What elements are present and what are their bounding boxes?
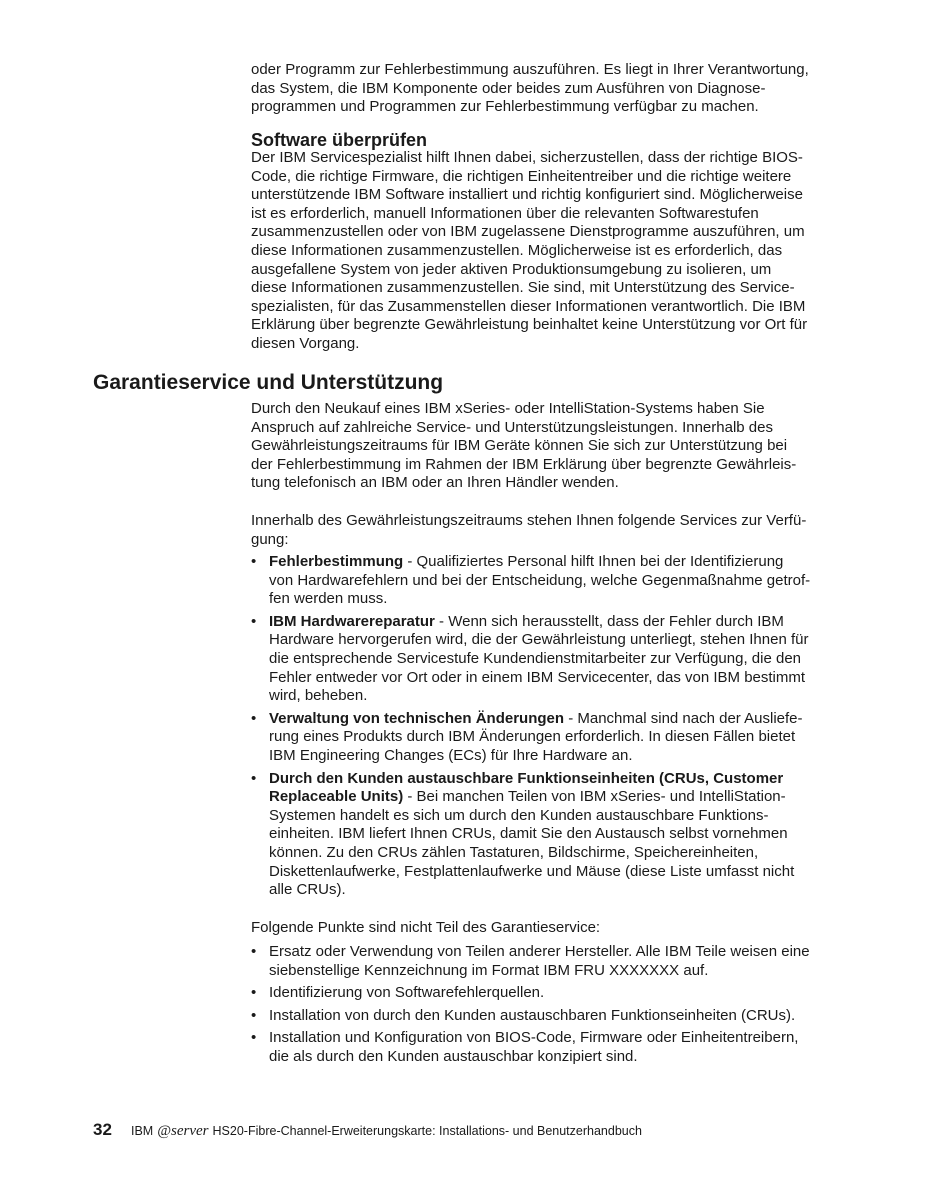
software-paragraph: Der IBM Servicespezialist hilft Ihnen dabei, sicherzustellen, dass der richtige BIOS- Code, die richtige Firmware, die richtigen Einheitentreiber und die richtige weitere unterstützende IBM Software installiert und richtig konfiguriert sind. Möglicherweise ist es erforderlich, manuell Informationen über die relevanten Softwarestufen zusammenzustellen oder von IBM zugelassene Dienstprogramme auszuführen, um diese Informationen zusammenzustellen. Möglicherweise ist es erforderlich, das ausgefallene System von jeder aktiven Produktionsumgebung zu isolieren, um diese Informationen zusammenzustellen. Sie sind, mit Unterstützung des Service- spezialisten, für das Zusammenstellen dieser Informationen verantwortlich. Die IBM Erklärung über begrenzte Gewährleistung beinhaltet keine Unterstützung vor Ort für diesen Vorgang.: [251, 149, 808, 352]
list-item: [251, 613, 851, 706]
eserver-logo-icon: @server: [157, 1123, 209, 1139]
page-footer: [93, 1120, 642, 1144]
list-item: [251, 770, 851, 900]
section-heading-software: Software überprüfen: [251, 130, 428, 150]
service-desc: - Manchmal sind nach der Ausliefe- rung eines Produkts durch IBM Änderungen erforderlich. In diesen Fällen bietet IBM Engineering Changes (ECs) für Ihre Hardware an.: [269, 709, 803, 764]
service-desc: - Bei manchen Teilen von IBM xSeries- und IntelliStation- Systemen handelt es sich um durch den Kunden austauschbare Funktions- einheiten. IBM liefert Ihnen CRUs, damit Sie den Austausch selbst vornehmen können. Zu den CRUs zählen Tastaturen, Bildschirme, Speichereinheiten, Diskettenlaufwerke, Festplattenlaufwerke und Mäuse (diese Liste umfasst nicht alle CRUs).: [269, 788, 795, 899]
bullet-icon: •: [251, 984, 257, 1002]
exclusion-text: Installation von durch den Kunden austauschbaren Funktionseinheiten (CRUs).: [269, 1006, 796, 1024]
list-item: [251, 710, 851, 766]
bullet-icon: •: [251, 1006, 257, 1024]
list-item: [251, 1029, 851, 1066]
service-desc: - Qualifiziertes Personal hilft Ihnen bei der Identifizierung von Hardwarefehlern und bei der Entscheidung, welche Gegenmaßnahme getrof- fen werden muss.: [269, 553, 811, 608]
bullet-icon: •: [251, 709, 257, 727]
bullet-icon: •: [251, 943, 257, 960]
exclusions-list: [251, 943, 851, 1071]
service-term: Fehlerbestimmung: [269, 553, 404, 570]
list-item: [251, 943, 851, 980]
intro-paragraph: oder Programm zur Fehlerbestimmung auszuführen. Es liegt in Ihrer Verantwortung, das System, die IBM Komponente oder beides zum Ausführen von Diagnose- programmen und Programmen zur Fehlerbestimmung verfügbar zu machen.: [251, 61, 809, 116]
bullet-icon: •: [251, 769, 257, 787]
services-list: [251, 553, 851, 904]
list-item: [251, 984, 851, 1003]
service-term: IBM Hardwarereparatur: [269, 612, 435, 630]
section-heading-warranty: Garantieservice und Unterstützung: [93, 371, 444, 394]
service-desc: - Wenn sich herausstellt, dass der Fehler durch IBM Hardware hervorgerufen wird, die der Gewährleistung unterliegt, stehen Ihnen für die entsprechende Servicestufe Kundendienstmitarbeiter zur Verfügung, die den Fehler entweder vor Ort oder in einem IBM Servicecenter, das von IBM bestimmt wird, beheben.: [269, 612, 809, 705]
warranty-paragraph-3: Folgende Punkte sind nicht Teil des Garantieservice:: [251, 919, 601, 936]
warranty-paragraph-1: Durch den Neukauf eines IBM xSeries- oder IntelliStation-Systems haben Sie Anspruch auf zahlreiche Service- und Unterstützungsleistungen. Innerhalb des Gewährleistungszeitraums für IBM Geräte können Sie sich zur Unterstützung bei der Fehlerbestimmung im Rahmen der IBM Erklärung über begrenzte Gewährleis- tung telefonisch an IBM oder an Ihren Händler wenden.: [251, 400, 797, 492]
service-term: Verwaltung von technischen Änderungen: [269, 709, 565, 727]
exclusion-text: Identifizierung von Softwarefehlerquellen.: [269, 984, 545, 1002]
bullet-icon: •: [251, 612, 257, 630]
service-term: Durch den Kunden austauschbare Funktionseinheiten (CRUs, Customer Replaceable Units): [269, 769, 784, 806]
exclusion-text: Installation und Konfiguration von BIOS-Code, Firmware oder Einheitentreibern, die als durch den Kunden austauschbar konzipiert sind.: [269, 1029, 799, 1065]
footer-brand: IBM: [131, 1124, 154, 1138]
exclusion-text: Ersatz oder Verwendung von Teilen anderer Hersteller. Alle IBM Teile weisen eine siebenstellige Kennzeichnung im Format IBM FRU XXXXXXX auf.: [269, 943, 810, 979]
bullet-icon: •: [251, 1029, 257, 1047]
page-number: 32: [93, 1120, 112, 1139]
footer-title: HS20-Fibre-Channel-Erweiterungskarte: Installations- und Benutzerhandbuch: [212, 1124, 642, 1138]
bullet-icon: •: [251, 553, 257, 570]
list-item: [251, 553, 851, 609]
warranty-paragraph-2: Innerhalb des Gewährleistungszeitraums stehen Ihnen folgende Services zur Verfü- gung:: [251, 512, 807, 548]
list-item: [251, 1007, 851, 1026]
